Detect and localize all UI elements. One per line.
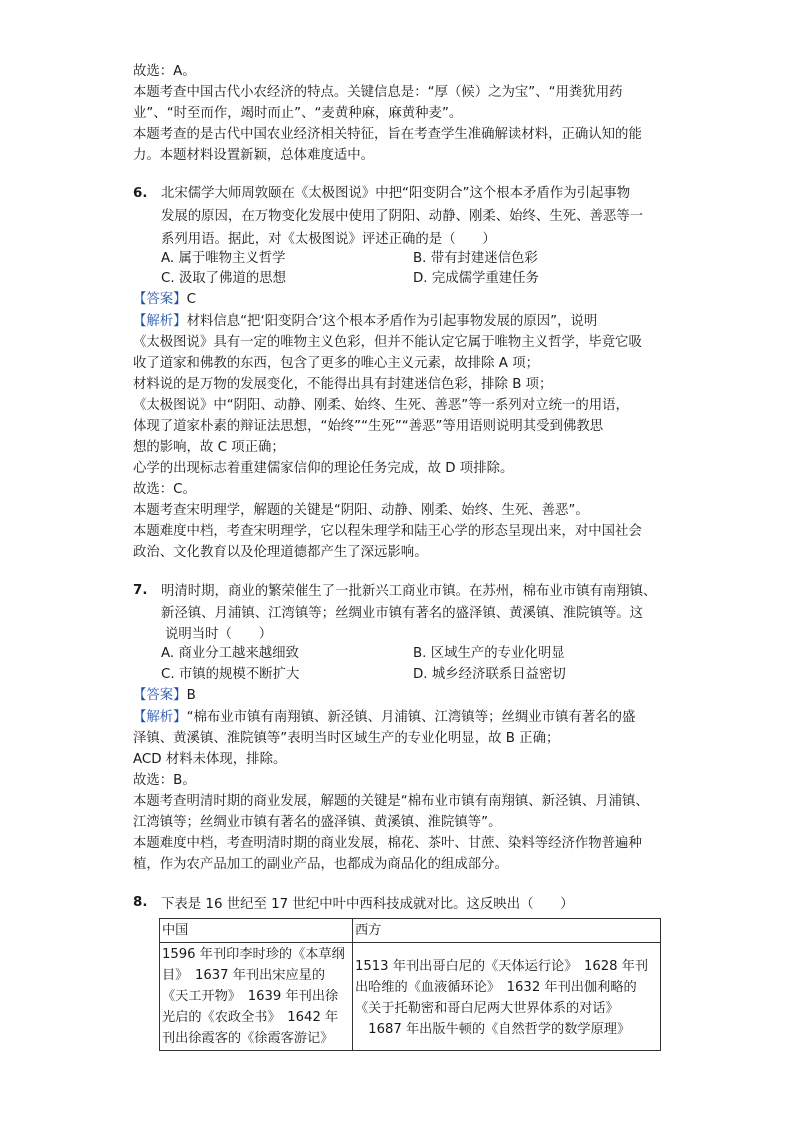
question-7-analysis-5: 本题考查明清时期的商业发展，解题的关键是“棉布业市镇有南翔镇、新泾镇、月浦镇、 [133, 794, 649, 809]
west-line: 1687 年出版牛顿的《自然哲学的数学原理》 [355, 1022, 631, 1037]
china-line: 目》 1637 年刊出宋应星的 [162, 968, 326, 983]
table-header-row [160, 919, 661, 943]
question-7-analysis-8: 植，作为农产品加工的副业产品，也都成为商品化的组成部分。 [133, 857, 508, 872]
analysis-tag: 【解析】 [133, 710, 187, 725]
analysis-text: “棉布业市镇有南翔镇、新泾镇、月浦镇、江湾镇等；丝绸业市镇有著名的盛 [186, 710, 636, 725]
west-line: 《关于托勒密和哥白尼两大世界体系的对话》 [355, 1001, 619, 1016]
question-7-answer [133, 686, 196, 706]
question-6-analysis-9: 故选：C。 [133, 482, 196, 497]
question-7-option-c: C. 市镇的规模不断扩大 [161, 667, 300, 682]
table-row [160, 943, 661, 1051]
intro-line-5: 力。本题材料设置新颖，总体难度适中。 [133, 148, 375, 163]
question-6-option-b: B. 带有封建迷信色彩 [413, 251, 538, 266]
china-line: 《天工开物》 1639 年刊出徐 [162, 989, 339, 1004]
question-6-stem-1: 北宋儒学大师周敦颐在《太极图说》中把“阳变阴合”这个根本矛盾作为引起事物 [161, 186, 631, 201]
question-6-analysis-4: 材料说的是万物的发展变化，不能得出具有封建迷信色彩，排除 B 项； [133, 377, 553, 392]
question-7-option-b: B. 区域生产的专业化明显 [413, 646, 565, 661]
question-6-analysis-10: 本题考查宋明理学，解题的关键是“阴阳、动静、刚柔、始终、生死、善恶”。 [133, 503, 589, 518]
question-6-analysis-12: 政治、文化教育以及伦理道德都产生了深远影响。 [133, 545, 428, 560]
question-7-stem-3: 说明当时（ ） [165, 627, 273, 642]
question-6-analysis-11: 本题难度中档，考查宋明理学，它以程朱理学和陆王心学的形态呈现出来，对中国社会 [133, 524, 642, 539]
question-7-number: 7. [133, 583, 148, 598]
question-6-number: 6. [133, 186, 148, 201]
intro-line-3: 业”、“时至而作，竭时而止”、“麦黄种麻，麻黄种麦”。 [133, 106, 463, 121]
question-7-stem-1: 明清时期，商业的繁荣催生了一批新兴工商业市镇。在苏州，棉布业市镇有南翔镇、 [161, 584, 657, 599]
west-achievements-cell [353, 943, 661, 1051]
question-6-analysis-8: 心学的出现标志着重建儒家信仰的理论任务完成，故 D 项排除。 [133, 461, 514, 476]
china-line: 光启的《农政全书》 1642 年 [162, 1010, 339, 1025]
answer-tag: 【答案】 [133, 688, 187, 703]
intro-line-1: 故选：A。 [133, 64, 196, 79]
question-6-answer [133, 290, 196, 310]
answer-value: B [186, 688, 196, 703]
header-china: 中国 [160, 919, 353, 943]
question-6-option-a: A. 属于唯物主义哲学 [161, 251, 286, 266]
question-6-analysis-7: 想的影响，故 C 项正确； [133, 440, 285, 455]
analysis-tag: 【解析】 [133, 314, 187, 329]
question-7-option-d: D. 城乡经济联系日益密切 [413, 667, 566, 682]
question-7-analysis-6: 江湾镇等；丝绸业市镇有著名的盛泽镇、黄溪镇、淮院镇等”。 [133, 815, 502, 830]
science-comparison-table [159, 918, 661, 1051]
answer-value: C [186, 292, 196, 307]
question-6-analysis-3: 收了道家和佛教的东西，包含了更多的唯心主义元素，故排除 A 项； [133, 356, 539, 371]
question-7-analysis-4: 故选：B。 [133, 773, 196, 788]
question-6-option-d: D. 完成儒学重建任务 [413, 271, 539, 286]
china-line: 刊出徐霞客的《徐霞客游记》 [162, 1031, 334, 1046]
question-6-option-c: C. 汲取了佛道的思想 [161, 271, 286, 286]
question-6-stem-2: 发展的原因，在万物变化发展中使用了阴阳、动静、刚柔、始终、生死、善恶等一 [161, 209, 644, 224]
question-6-analysis-6: 体现了道家朴素的辩证法思想，“始终”“生死”“善恶”等用语则说明其受到佛教思 [133, 419, 604, 434]
intro-line-2: 本题考查中国古代小农经济的特点。关键信息是：“厚（候）之为宝”、“用粪犹用药 [133, 85, 623, 100]
analysis-text: 材料信息“把‘阳变阴合’这个根本矛盾作为引起事物发展的原因”，说明 [186, 314, 598, 329]
question-7-analysis-7: 本题难度中档，考查明清时期的商业发展，棉花、茶叶、甘蔗、染料等经济作物普遍种 [133, 836, 642, 851]
question-7-analysis-3: ACD 材料未体现，排除。 [133, 752, 287, 767]
question-7-analysis-1 [133, 708, 635, 728]
question-8-number: 8. [133, 895, 148, 910]
question-6-analysis-2: 《太极图说》具有一定的唯物主义色彩，但并不能认定它属于唯物主义哲学，毕竟它吸 [133, 335, 642, 350]
china-line: 1596 年刊印李时珍的《本草纲 [162, 947, 345, 962]
question-7-analysis-2: 泽镇、黄溪镇、淮院镇等”表明当时区域生产的专业化明显，故 B 正确； [133, 731, 560, 746]
question-6-stem-3: 系列用语。据此，对《太极图说》评述正确的是（ ） [161, 232, 496, 247]
question-7-stem-2: 新泾镇、月浦镇、江湾镇等；丝绸业市镇有著名的盛泽镇、黄溪镇、淮院镇等。这 [161, 606, 644, 621]
china-achievements-cell [160, 943, 353, 1051]
question-6-analysis-5: 《太极图说》中“阴阳、动静、刚柔、始终、生死、善恶”等一系列对立统一的用语， [133, 398, 629, 413]
intro-line-4: 本题考查的是古代中国农业经济相关特征，旨在考查学生准确解读材料，正确认知的能 [133, 127, 642, 142]
question-8-stem: 下表是 16 世纪至 17 世纪中叶中西科技成就对比。这反映出（ ） [161, 897, 574, 912]
west-line: 出哈维的《血液循环论》 1632 年刊出伽利略的 [355, 980, 637, 995]
question-6-analysis-1 [133, 312, 597, 332]
west-line: 1513 年刊出哥白尼的《天体运行论》 1628 年刊 [355, 959, 649, 974]
question-7-option-a: A. 商业分工越来越细致 [161, 646, 299, 661]
header-west: 西方 [353, 919, 661, 943]
answer-tag: 【答案】 [133, 292, 187, 307]
